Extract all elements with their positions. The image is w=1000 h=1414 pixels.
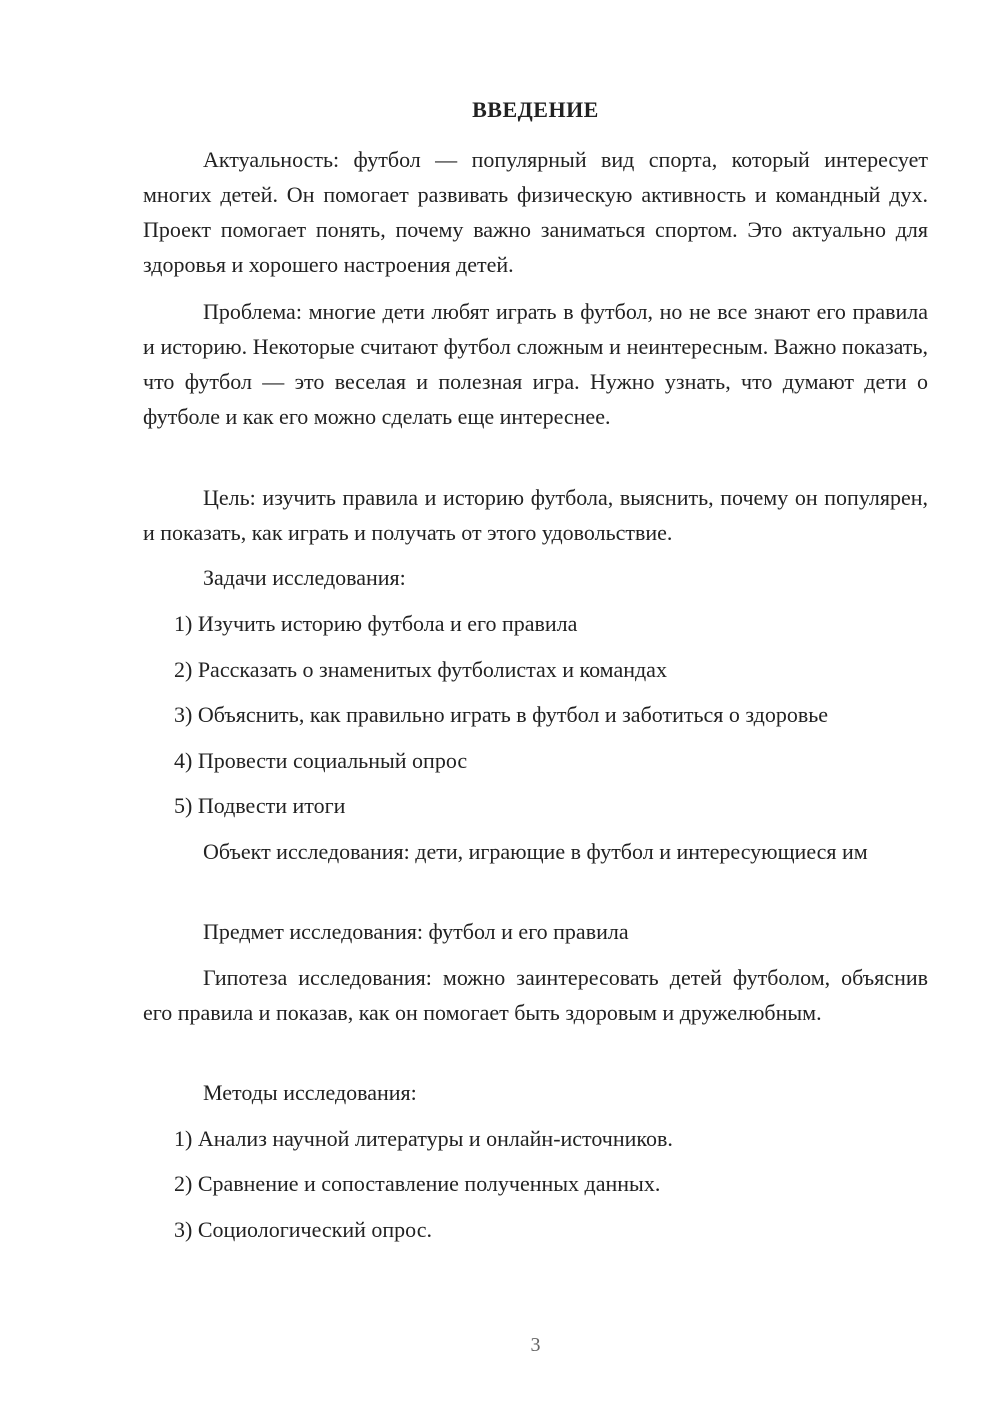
- methods-label: Методы исследования:: [203, 1080, 417, 1105]
- task-item: 4) Провести социальный опрос: [174, 748, 468, 773]
- document-page: [143, 0, 928, 1414]
- subject-line: Предмет исследования: футбол и его правила: [203, 919, 629, 944]
- task-item: 2) Рассказать о знаменитых футболистах и командах: [174, 657, 667, 682]
- page-number: 3: [530, 1334, 541, 1356]
- hypothesis-paragraph: Гипотеза исследования: можно заинтересовать детей футболом, объяснив его правила и показав, как он помогает быть здоровым и дружелюбным.: [143, 965, 928, 1025]
- goal-paragraph: Цель: изучить правила и историю футбола, выяснить, почему он популярен, и показать, как играть и получать от этого удовольствие.: [143, 485, 928, 545]
- task-item: 5) Подвести итоги: [174, 793, 346, 818]
- section-title: ВВЕДЕНИЕ: [472, 97, 599, 122]
- method-item: 1) Анализ научной литературы и онлайн-источников.: [174, 1126, 673, 1151]
- task-item: 1) Изучить историю футбола и его правила: [174, 611, 578, 636]
- method-item: 3) Социологический опрос.: [174, 1217, 432, 1242]
- tasks-label: Задачи исследования:: [203, 565, 406, 590]
- problem-paragraph: Проблема: многие дети любят играть в футбол, но не все знают его правила и историю. Некоторые считают футбол сложным и неинтересным. Важно показать, что футбол — это веселая и полезная игра. Нужно узнать, что думают дети о футболе и как его можно сделать еще интереснее.: [143, 299, 928, 429]
- task-item: 3) Объяснить, как правильно играть в футбол и заботиться о здоровье: [174, 702, 829, 727]
- object-paragraph: Объект исследования: дети, играющие в футбол и интересующиеся им: [203, 839, 868, 864]
- method-item: 2) Сравнение и сопоставление полученных данных.: [174, 1171, 661, 1196]
- relevance-paragraph: Актуальность: футбол — популярный вид спорта, который интересует многих детей. Он помогает развивать физическую активность и командный дух. Проект помогает понять, почему важно заниматься спортом. Это актуально для здоровья и хорошего настроения детей.: [143, 147, 928, 277]
